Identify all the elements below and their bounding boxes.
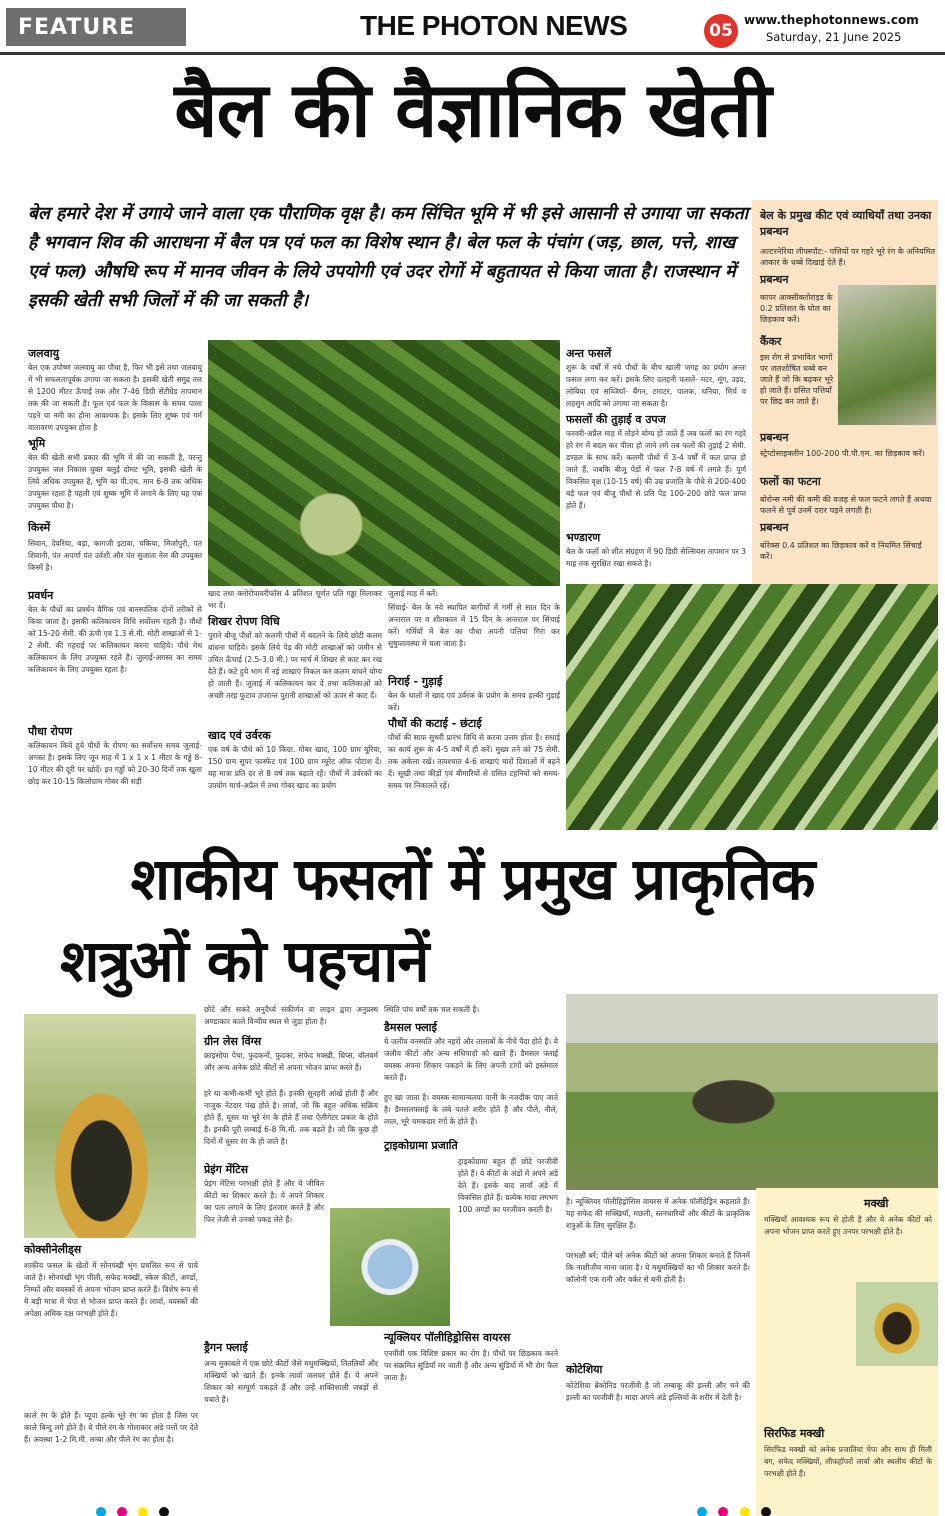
article-text: पुराने बीजू पौधों को कलमी पौधों में बदलने के लिये छोटी कलम बांधना चाहिये। इसके लिये पेड़ की मोटी शाखाओं को जमीन से उचित ऊँचाई (2.5-3.0 मी.) पर मार्च में शिखर से काट कर रख देते हैं। कटे हुये भाग में नई शाखाएं निकल कर कलम बांधने योग्य हो जाती हैं। जुलाई में कलिकायन कर दें तथा कलिकाओं को अच्छी तरह फुटाव उपरान्त पुरानी शाखाओं को ऊपर से काट दें। <box>208 631 382 700</box>
article-text: काले रंग के होते हैं। प्यूपा हल्के भूरे रंग का होता है जिस पर काले बिन्दु लगे होते है। ये पीले रंग के गोलाकार अंडे पत्तों पर देते हैं। अवस्था 1-2 मि.मी. लम्बा और पीले रंग का होता है। <box>24 1411 198 1444</box>
sidebar-text: स्ट्रेप्टोसाइक्लीन 100-200 पी.पी.एम. का छिड़काव करें। <box>760 449 925 458</box>
section-heading: मक्खी <box>864 1197 889 1210</box>
article-text: बेल की खेती सभी प्रकार की भूमि में की जा सकती है, परन्तु उपयुक्त जल निकास युक्त बलुई दोमट भूमि, इसकी खेती के लिये अधिक उपयुक्त है, भूमि का पी.एच. मान 6-8 तक अधिक उपयुक्त रहता है पहली एवं शुष्क भूमि में लगाने के लिए यह एक उपयुक्त पौधा है। <box>28 453 202 510</box>
magenta-dot <box>718 1507 728 1516</box>
section-heading: भण्डारण <box>566 531 601 544</box>
article-text: अन्य मुकाबले में एक छोटे कीटों जैसे मधुमक्खियों, तितलियों और मक्खियों को खाते हैं। इनके लार्वा जलचर होते हैं। ये अपने शिकार को सम्पूर्ण पकड़ते हैं और उन्हें शक्तिशाली जबड़ों से चबाते हैं। <box>204 1359 378 1404</box>
article-text: खाद तथा क्लोरोपायरीफॉस 4 प्रतिशत चूर्णत प्रति गड्ढा मिलाकर भर दें। <box>208 589 382 610</box>
article-text: कोटेशिया ब्रेकोनिड परजीवी है जो तम्बाकू की इल्ली और चने की इल्ली का परजीवी है। मादा अपने अंडे इल्लियों के शरीर में देती है। <box>566 1381 750 1402</box>
section-heading: अन्त फसलें <box>566 347 612 360</box>
sidebar-text: अल्टरनेरिया लीफ्स्पॉट:- पत्तियों पर गहरे भूरे रंग के अनियमित आकार के धब्बे दिखाई देते हैं। <box>760 247 936 267</box>
cyan-dot <box>96 1507 106 1516</box>
headline-main: बैल की वैज्ञानिक खेती <box>174 65 771 154</box>
sidebar-heading: प्रबन्धन <box>760 521 789 534</box>
article-text: क्राइसोपा पेचा, फुदकनों, फुदका, सफेद मक्खी, थ्रिप्स, बॉलवर्म और अन्य अनेक छोटे कीटों से अपना भोजन प्राप्त करते हैं। <box>204 1051 378 1072</box>
section-heading: भूमि <box>28 437 46 450</box>
article-text: सिवान, देवरिया, बड़ा, कागजी इटावा, चकिया, मिर्जापुरी, पंत शिवानी, पंत अपर्णा पंत उर्वशी और पंत सुजाता नेल की उपयुक्त किस्में है। <box>28 539 202 572</box>
section-heading: खाद एवं उर्वरक <box>208 729 271 742</box>
article-text: सिंचाई- बेल के नये स्थापित बागीचों में गर्मी से सात दिन के अन्तराल पर व शीतकाल में 15 दिन के अन्तराल पर सिंचाई करें। गर्मियों में बेल का पौधा अपनी पत्तियां गिरा कर सुषुप्तावस्था में चला जाता है। <box>388 603 560 648</box>
article-text: है। न्यूक्लियर पॉलीहिड्रोसिस वायरस में अनेक पॉलीहेड्रिन कहलाते हैं। यह सफेद की मक्खियाँ, मछली, स्तनधारियों और कीटों के प्राकृतिक शत्रुओं के लिए सुरक्षित हैं। <box>566 1197 750 1230</box>
photo-caption: कोक्सीनेलीड्स <box>24 1243 82 1256</box>
article-text: छोटे और सकरे अनुदैर्ध्य संकीर्णन या लाइन द्वारा अनुप्रस्थ अण्डाकार काले विन्यीय स्थल से जुड़ा होता है। <box>204 1005 378 1026</box>
section-heading: प्रवर्धन <box>28 589 54 602</box>
section-heading: ट्राइकोग्रामा प्रजाति <box>384 1139 458 1152</box>
article-text: ट्राइकोग्रामा बहुत ही छोटे परजीवी होते हैं। ये कीटों के अंडों में अपने अंडे देते हैं। इसके बाद लार्वा अंडे में विकसित होते हैं। प्रत्येक मादा लगभग 100 अण्डों का परजीवन करती है। <box>458 1157 558 1214</box>
masthead: THE PHOTON NEWS <box>360 10 628 41</box>
article-text: शुरू के वर्षों में नये पौधों के बीच खाली जगह का प्रयोग अन्तः फसल लगा कर करें। इसके लिए दलहनी फसलें- मटर, मूंग, उड़द, लोबिया एवं सब्जियाँ- बैंगन, टमाटर, पालक, धनिया, मिर्च व लहसुन आदि को उगाया जा सकता है। <box>566 363 746 408</box>
pest-damage-photo <box>566 994 938 1190</box>
yellow-dot <box>740 1507 750 1516</box>
section-heading: शिखर रोपण विधि <box>208 615 280 628</box>
article-text: एक वर्ष के पौधे को 10 किग्रा. गोबर खाद, 100 ग्राम यूरिया, 150 ग्राम सुपर फास्फेट एवं 100 ग्राम म्यूरेट ऑफ पोटाश दें। यह मात्रा प्रति दर से 8 वर्ष तक बढ़ाते रहें। पौधों में उर्वरकों का उपयोग मार्च-अप्रैल में तथा गोबर खाद का प्रयोग <box>208 745 382 790</box>
black-dot <box>761 1507 771 1516</box>
article-text: बेल के फलों को शीत संग्रहण में 90 डिग्री सेल्सियस तापमान पर 3 माह तक सुरक्षित रखा सकते है। <box>566 547 746 568</box>
section-heading: निराई - गुड़ाई <box>388 675 443 688</box>
article-text: ये जलीय वनस्पति और नहरों और तालाबों के नीचे पैदा होते हैं। ये जलीय कीटों और अन्य संधिपादों को खाते हैं। डैमसल फ्लाई वयस्क अपना शिकार पकड़ने के लिए अपनी टांगों को इस्तेमाल करते हैं। <box>384 1037 558 1082</box>
sidebar-heading: कैंकर <box>760 335 782 348</box>
article-text: बेल एक उपोष्ण जलवायु का पौधा है, फिर भी इसे तथा जलवायु में भी सफलतापूर्वक उगाया जा सकता है। इसकी खेती समुद्र तल से 1200 मीटर ऊँचाई तक और 7-46 डिग्री सेंटीग्रेड तापमान तक की जा सकती है। फूल एवं फल के विकास के समय पाला पड़ने या नमी का होना आवश्यक है। इसके लिए शुष्क एवं गर्म वातावरण उपयुक्त होता है <box>28 363 202 432</box>
page-number-badge: 05 <box>704 14 738 48</box>
article-text: पौधों की साफ सुथरी प्रारंभ विधि से करना उत्तम होता है। सधाई का कार्य शुरू के 4-5 वर्षों में ही करें। मुख्य तने को 75 सेमी. तक अकेला रखें। तत्पश्चात 4-6 शाखाएं चारों दिशाओं में बढ़ने दें। सूखी तथा कीड़ों एवं बीमारियों से ग्रसित टहनियों को समय-समय पर निकालते रहें। <box>388 733 560 790</box>
yellow-dot <box>138 1507 148 1516</box>
section-heading: डैमसल फ्लाई <box>384 1021 437 1034</box>
publish-date: Saturday, 21 June 2025 <box>766 30 902 44</box>
article-text: शाकीय फसल के खेतों में सोनपंखी भृंग प्रचलित रूप से पाये जाते है। सोनपंखी भृंग पीली, सफेद मक्खी, स्केल कीटों, अण्डों, निम्फों और वयस्कों से अपना भोजन प्राप्त करते हैं। विशेष रूप से ये बड़ी मात्रा में चेपा से भोजन प्राप्त करते हैं। लार्वा, वयस्कों की अपेक्षा अधिक दक्ष परभक्षी होते है। <box>24 1261 198 1318</box>
article-text: परभक्षी बर्र: पीले बर्र अनेक कीटों को अपना शिकार बनाते हैं जिनमें कि नाशीजीव माना जाता है। ये मधुमक्खियों का भी शिकार करते हैं। कॉलोनी एक रानी और वर्कर से बनी होती है। <box>566 1251 750 1284</box>
section-tab: FEATURE <box>6 8 186 46</box>
article-text: प्रेइंग मेंटिस परभक्षी होते हैं और ये जीवित कीटों का शिकार करते है। ये अपने शिकार का पता लगाने के लिए इंतजार करते हैं और फिर तेजी से उनको पकड़ लेते हैं। <box>204 1179 324 1224</box>
article-text: हरे या कभी-कभी भूरे होते हैं। इनकी सुनहरी आंखें होती हैं और नाजुक नेटदार पंख होते है। लार्वा, जो कि बहुत अधिक सक्रिय होते हैं, घूसर या भूरे रंग के होते हैं तथा ऐलीगेटर प्रकार के होते हैं। इनकी पूरी लम्बाई 6-8 मि.मी. तक बढ़ते है। जो कि कुछ ही दिनों में धूसर रंग के हो जाते है। <box>204 1089 378 1146</box>
section-heading: ग्रीन लेस विंग्स <box>204 1035 262 1048</box>
leaf-disease-photo <box>838 285 936 425</box>
section-heading: पौधों की कटाई - छंटाई <box>388 717 482 730</box>
sidebar-text: इस रोग से प्रभावित भागों पर जलशोषित धब्बे बन जाते हैं जो कि बढ़कर भूरे हो जाते हैं। ग्रसित पत्तियाँ पर छिद्र बन जाते हैं। <box>760 353 834 406</box>
header-divider <box>0 52 945 55</box>
hoverfly-photo <box>856 1282 938 1366</box>
section-heading: कोटेशिया <box>566 1363 603 1376</box>
section-heading: न्यूक्लियर पॉलीहिड्रोसिस वायरस <box>384 1331 511 1344</box>
black-dot <box>159 1507 169 1516</box>
section-heading: फसलों की तुड़ाई व उपज <box>566 413 666 426</box>
article-text: एनपीवी एक विशिष्ट प्रकार का रोग है। पौधों पर छिड़काव करने पर संक्रमित सुंडियाँ मर जाती हैं और अन्य सुंडियों में भी रोग फैल जाता है। <box>384 1349 558 1382</box>
cyan-dot <box>697 1507 707 1516</box>
article-text: सिरफिड मक्खी को अनेक प्रजातियां चेपा और साथ ही मिली बग, सफेद मक्खियों, लीफहॉपरों लार्वा और स्थलीय कीटों के परभक्षी होते हैं। <box>764 1445 932 1478</box>
article-text: फरवरी-अप्रैल माह में तोड़ने योग्य हो जाते हैं जब फलों का रंग गहरे हरे रंग में बदल कर पीला हो जाने लगे तब फलों की तुड़ाई 2 सेमी. डण्ठल के साथ करें। कलमी पौधों में 3-4 वर्षों में फल प्राप्त हो जाते हैं, जबकि बीजू पेड़ों में फल 7-8 वर्ष में लगते हैं। पूर्ण विकसित वृक्ष (10-15 वर्ष) की उम्र प्रजाति के पौधे से 200-400 बड़े फल एवं बीजू पौधों से प्रति पेड़ 100-200 छोटे फल प्राप्त होते हैं। <box>566 429 746 510</box>
headline-line: शाकीय फसलों में प्रमुख प्राकृतिक <box>130 845 815 913</box>
print-registration-marks <box>0 1502 945 1516</box>
sidebar-text: कापर आक्सीक्लोराइड के 0.2 प्रतिशत के घोल का छिड़काव करें। <box>760 293 833 324</box>
butterfly-photo <box>330 1208 450 1326</box>
article-text: हुए खा जाता है। वयस्क सामान्यतया पानी के नजदीक पाए जाते है। डैमसलफ्लाई के लंबे पतले शरीर होते हैं और पीले, नीले, लाल, भूरे चमकदार रंगों के होते हैं। <box>384 1093 558 1126</box>
sidebar-text: बोरेक्स 0.4 प्रतिशत का छिड़काव करें व नियमित सिंचाई करें। <box>760 541 922 561</box>
article-text: मक्खियाँ आवश्यक रूप से होती है और ये अनेक कीटों को अपना भोजन प्राप्त करते हुए उनपर परभक्षी होते है। <box>764 1215 932 1236</box>
section-heading: प्रेइंग मेंटिस <box>204 1163 249 1176</box>
bael-flower-photo <box>566 584 938 830</box>
section-heading: ड्रैगन फ्लाई <box>204 1341 248 1354</box>
section-heading: पौधा रोपण <box>28 725 73 738</box>
magenta-dot <box>117 1507 127 1516</box>
sidebar-text: बोरोन्स नमी की कमी की वजह से फल फटने लगते हैं अथवा फलने से पूर्व उनमें दरार पड़ने लगती है। <box>760 495 932 515</box>
headline-secondary <box>0 838 945 1002</box>
article-text: जुलाई माह में करें। <box>388 589 438 598</box>
site-url: www.thephotonnews.com <box>744 13 919 27</box>
intro-paragraph: बेल हमारे देश में उगाये जाने वाला एक पौराणिक वृक्ष है। कम सिंचित भूमि में भी इसे आसानी से उगाया जा सकता है भगवान शिव की आराधना में बैल पत्र एवं फल का विशेष स्थान है। बेल फल के पंचांग (जड़, छाल, पत्ते, शाख एवं फल) औषधि रूप में मानव जीवन के लिये उपयोगी एवं उदर रोगों में बहुतायत से किया जाता है। राजस्थान में इसकी खेती सभी जिलों में की जा सकती है। <box>28 204 749 311</box>
section-heading: किस्में <box>28 521 51 534</box>
article-text: बेल के पौधों का प्रवर्धन वैगिक एवं वानस्पतिक दोनों तरीकों से किया जाता है। इसकी कलिकायन विधि सर्वोत्तम रहती है। पौधों को 15-20 सेमी. की ऊंची एवं 1.3 से.मी. मोटी शाखाओं से 1-2 सेमी. की गहराई पर कलिकायन करना चाहिये। पौधे मेथ कलिकायन के लिए उपयुक्त रहते हैं। जुलाई-अगस्त का समय कलिकायन के लिए उपयुक्त रहता है। <box>28 605 202 674</box>
section-heading: जलवायु <box>28 347 59 360</box>
bael-tree-photo <box>208 340 560 586</box>
article-text: कलिकायन किये हुये पौधों के रोपण का सर्वोत्तम समय जुलाई-अगस्त है। इसके लिए जून माह में 1 x 1 x 1 मीटर के गड्ढे 8-10 मीटर की दूरी पर खोदें। इन गड्ढों को 20-30 दिनों तक खुला छोड़ कर 10-15 किलोग्राम गोबर की सड़ी <box>28 741 202 786</box>
sidebar-heading: फलों का फटना <box>760 475 821 488</box>
sidebar-heading: प्रबन्धन <box>760 431 789 444</box>
article-text: स्थिति पांच वर्षों तक चल सकती है। <box>384 1005 480 1014</box>
article-text: बेल के थालों में खाद एवं उर्वरक के प्रयोग के समय हल्की गुड़ाई करें। <box>388 691 560 712</box>
ladybird-photo <box>24 1014 196 1238</box>
headline-line: शत्रुओं को पहचानें <box>60 927 429 995</box>
sidebar-title: बेल के प्रमुख कीट एवं व्याधियाँ तथा उनका प्रबन्धन <box>760 209 932 238</box>
section-heading: सिरफिड मक्खी <box>764 1427 825 1440</box>
sidebar-heading: प्रबन्धन <box>760 273 789 286</box>
